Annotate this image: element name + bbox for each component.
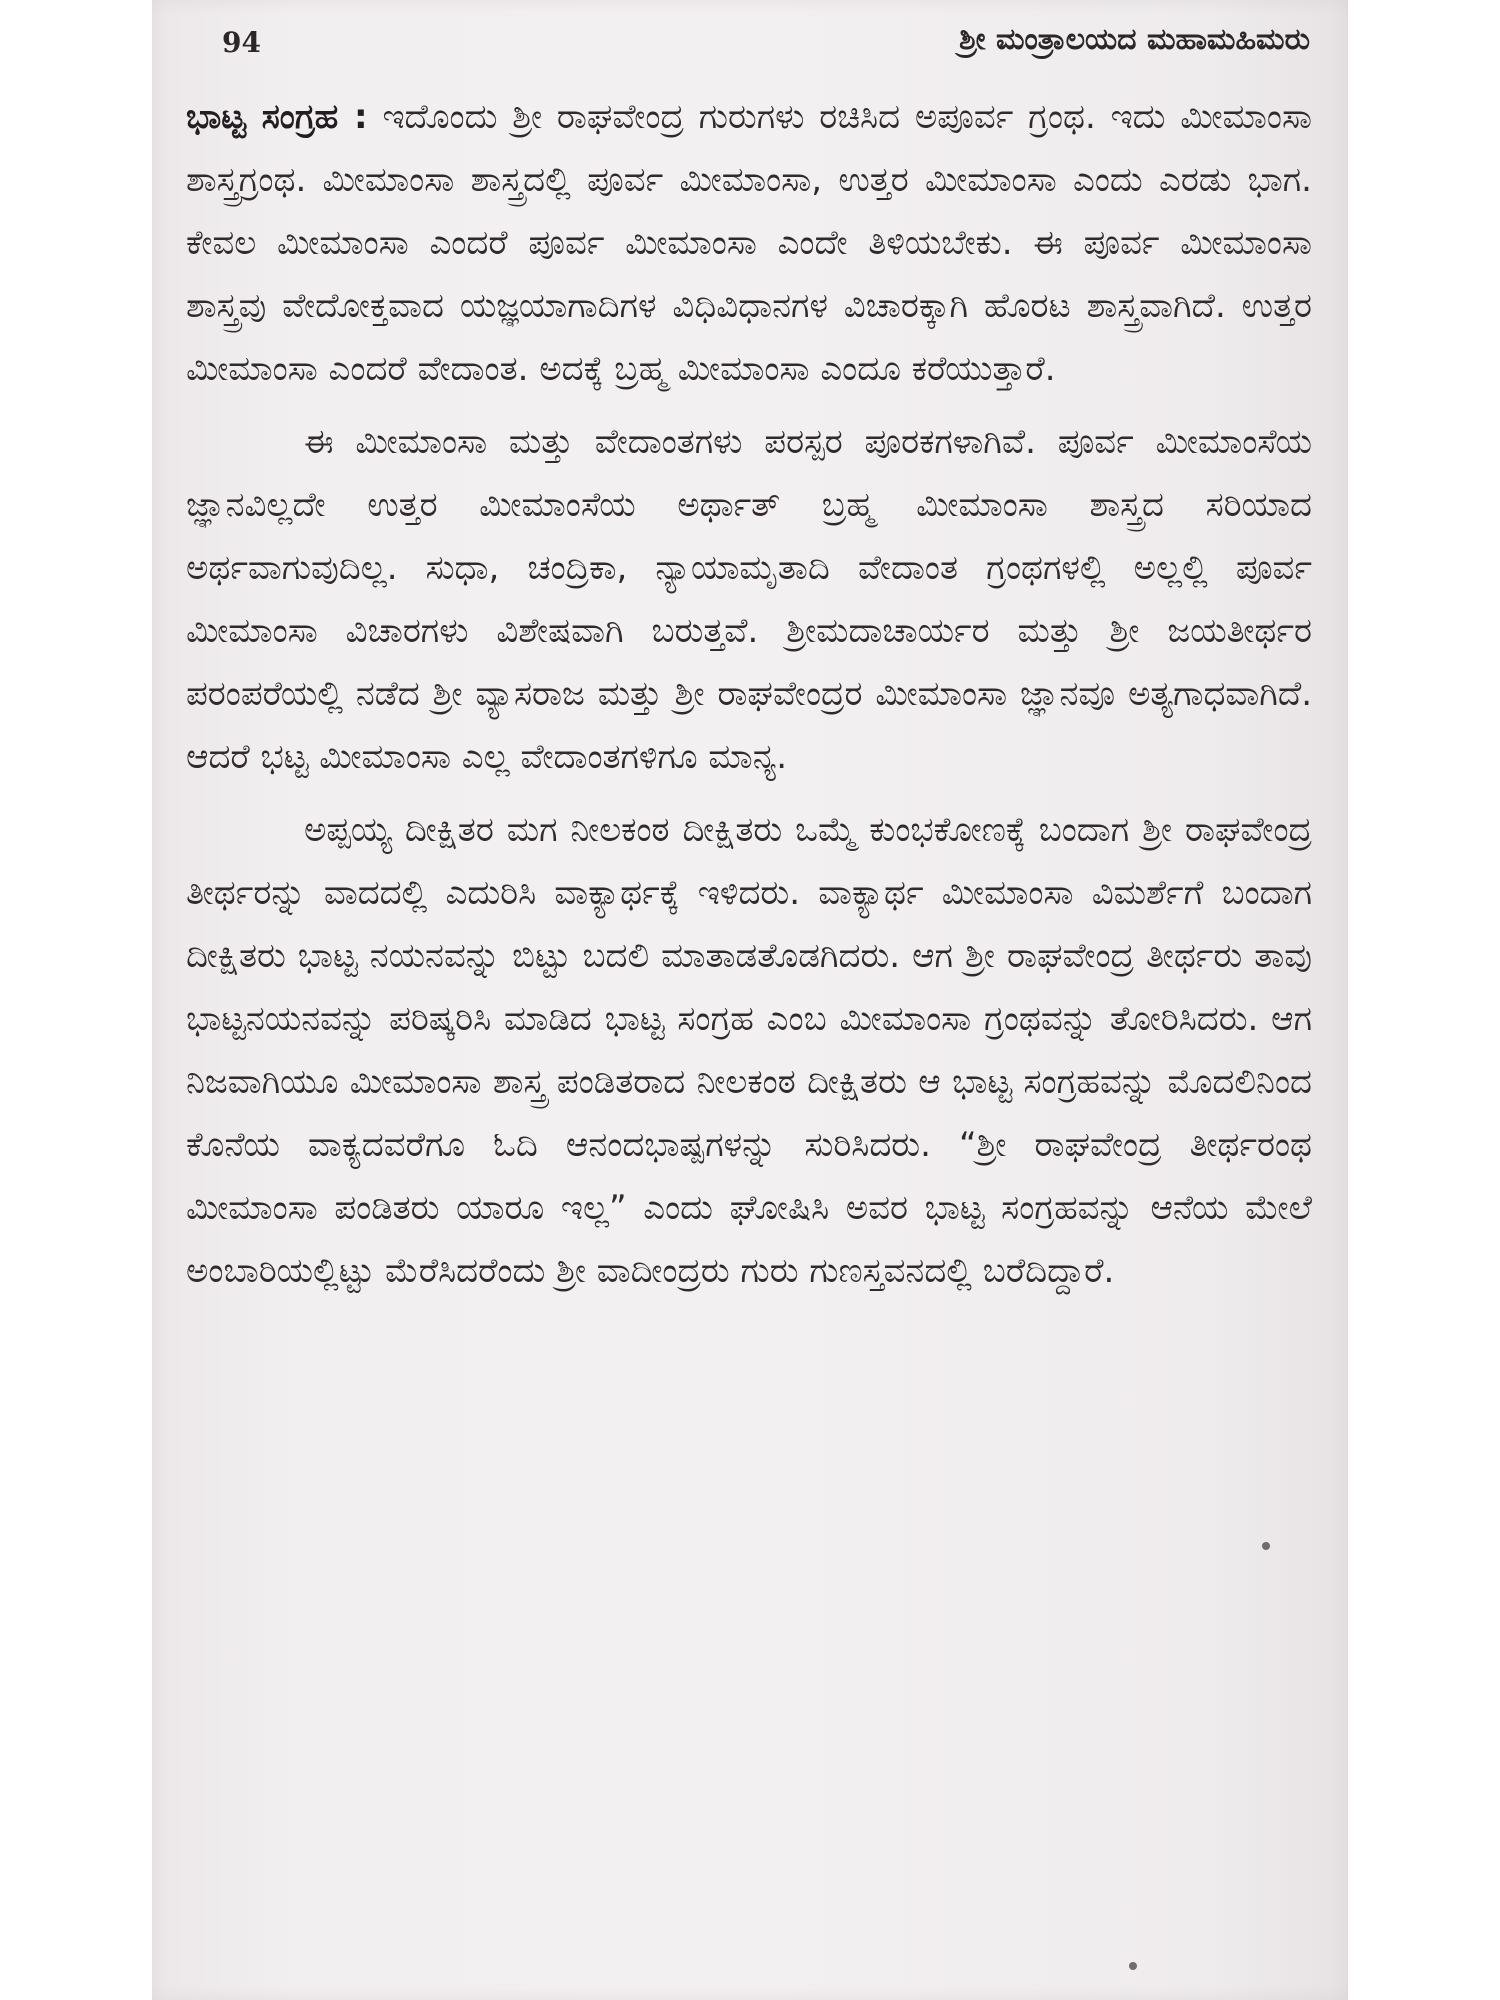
book-page — [152, 0, 1348, 2000]
page-header — [222, 22, 1310, 72]
paragraph-3 — [186, 799, 1312, 1303]
paragraph-1 — [186, 86, 1312, 401]
page-number: 94 — [222, 26, 261, 59]
section-term: ಭಾಟ್ಟ ಸಂಗ್ರಹ : — [186, 97, 368, 137]
running-title: ಶ್ರೀ ಮಂತ್ರಾಲಯದ ಮಹಾಮಹಿಮರು — [959, 22, 1310, 57]
paragraph-3-text: ಅಪ್ಪಯ್ಯ ದೀಕ್ಷಿತರ ಮಗ ನೀಲಕಂಠ ದೀಕ್ಷಿತರು ಒಮ್ಮೆ ಕುಂಭಕೋಣಕ್ಕೆ ಬಂದಾಗ ಶ್ರೀ ರಾಘವೇಂದ್ರ ತೀರ್ಥರನ್ನು ವಾದದಲ್ಲಿ ಎದುರಿಸಿ ವಾಕ್ಯಾರ್ಥಕ್ಕೆ ಇಳಿದರು. ವಾಕ್ಯಾರ್ಥ ಮೀಮಾಂಸಾ ವಿಮರ್ಶೆಗೆ ಬಂದಾಗ ದೀಕ್ಷಿತರು ಭಾಟ್ಟ ನಯನವನ್ನು ಬಿಟ್ಟು ಬದಲಿ ಮಾತಾಡತೊಡಗಿದರು. ಆಗ ಶ್ರೀ ರಾಘವೇಂದ್ರ ತೀರ್ಥರು ತಾವು ಭಾಟ್ಟನಯನವನ್ನು ಪರಿಷ್ಕರಿಸಿ ಮಾಡಿದ ಭಾಟ್ಟ ಸಂಗ್ರಹ ಎಂಬ ಮೀಮಾಂಸಾ ಗ್ರಂಥವನ್ನು ತೋರಿಸಿದರು. ಆಗ ನಿಜವಾಗಿಯೂ ಮೀಮಾಂಸಾ ಶಾಸ್ತ್ರ ಪಂಡಿತರಾದ ನೀಲಕಂಠ ದೀಕ್ಷಿತರು ಆ ಭಾಟ್ಟ ಸಂಗ್ರಹವನ್ನು ಮೊದಲಿನಿಂದ ಕೊನೆಯ ವಾಕ್ಯದವರೆಗೂ ಓದಿ ಆನಂದಭಾಷ್ಪಗಳನ್ನು ಸುರಿಸಿದರು. “ಶ್ರೀ ರಾಘವೇಂದ್ರ ತೀರ್ಥರಂಥ ಮೀಮಾಂಸಾ ಪಂಡಿತರು ಯಾರೂ ಇಲ್ಲ” ಎಂದು ಘೋಷಿಸಿ ಅವರ ಭಾಟ್ಟ ಸಂಗ್ರಹವನ್ನು ಆನೆಯ ಮೇಲೆ ಅಂಬಾರಿಯಲ್ಲಿಟ್ಟು ಮೆರೆಸಿದರೆಂದು ಶ್ರೀ ವಾದೀಂದ್ರರು ಗುರು ಗುಣಸ್ತವನದಲ್ಲಿ ಬರೆದಿದ್ದಾರೆ. — [186, 810, 1312, 1291]
paragraph-2 — [186, 411, 1312, 789]
paragraph-2-text: ಈ ಮೀಮಾಂಸಾ ಮತ್ತು ವೇದಾಂತಗಳು ಪರಸ್ಪರ ಪೂರಕಗಳಾಗಿವೆ. ಪೂರ್ವ ಮೀಮಾಂಸೆಯ ಜ್ಞಾನವಿಲ್ಲದೇ ಉತ್ತರ ಮೀಮಾಂಸೆಯ ಅರ್ಥಾತ್ ಬ್ರಹ್ಮ ಮೀಮಾಂಸಾ ಶಾಸ್ತ್ರದ ಸರಿಯಾದ ಅರ್ಥವಾಗುವುದಿಲ್ಲ. ಸುಧಾ, ಚಂದ್ರಿಕಾ, ನ್ಯಾಯಾಮೃತಾದಿ ವೇದಾಂತ ಗ್ರಂಥಗಳಲ್ಲಿ ಅಲ್ಲಲ್ಲಿ ಪೂರ್ವ ಮೀಮಾಂಸಾ ವಿಚಾರಗಳು ವಿಶೇಷವಾಗಿ ಬರುತ್ತವೆ. ಶ್ರೀಮದಾಚಾರ್ಯರ ಮತ್ತು ಶ್ರೀ ಜಯತೀರ್ಥರ ಪರಂಪರೆಯಲ್ಲಿ ನಡೆದ ಶ್ರೀ ವ್ಯಾಸರಾಜ ಮತ್ತು ಶ್ರೀ ರಾಘವೇಂದ್ರರ ಮೀಮಾಂಸಾ ಜ್ಞಾನವೂ ಅತ್ಯಗಾಧವಾಗಿದೆ. ಆದರೆ ಭಟ್ಟ ಮೀಮಾಂಸಾ ಎಲ್ಲ ವೇದಾಂತಗಳಿಗೂ ಮಾನ್ಯ. — [186, 422, 1312, 777]
body-text — [186, 86, 1312, 1303]
paragraph-1-text: ಇದೊಂದು ಶ್ರೀ ರಾಘವೇಂದ್ರ ಗುರುಗಳು ರಚಿಸಿದ ಅಪೂರ್ವ ಗ್ರಂಥ. ಇದು ಮೀಮಾಂಸಾ ಶಾಸ್ತ್ರಗ್ರಂಥ. ಮೀಮಾಂಸಾ ಶಾಸ್ತ್ರದಲ್ಲಿ ಪೂರ್ವ ಮೀಮಾಂಸಾ, ಉತ್ತರ ಮೀಮಾಂಸಾ ಎಂದು ಎರಡು ಭಾಗ. ಕೇವಲ ಮೀಮಾಂಸಾ ಎಂದರೆ ಪೂರ್ವ ಮೀಮಾಂಸಾ ಎಂದೇ ತಿಳಿಯಬೇಕು. ಈ ಪೂರ್ವ ಮೀಮಾಂಸಾ ಶಾಸ್ತ್ರವು ವೇದೋಕ್ತವಾದ ಯಜ್ಞಯಾಗಾದಿಗಳ ವಿಧಿವಿಧಾನಗಳ ವಿಚಾರಕ್ಕಾಗಿ ಹೊರಟ ಶಾಸ್ತ್ರವಾಗಿದೆ. ಉತ್ತರ ಮೀಮಾಂಸಾ ಎಂದರೆ ವೇದಾಂತ. ಅದಕ್ಕೆ ಬ್ರಹ್ಮ ಮೀಮಾಂಸಾ ಎಂದೂ ಕರೆಯುತ್ತಾರೆ. — [186, 97, 1312, 389]
ink-speck — [1129, 1962, 1137, 1970]
ink-speck — [1262, 1542, 1270, 1550]
